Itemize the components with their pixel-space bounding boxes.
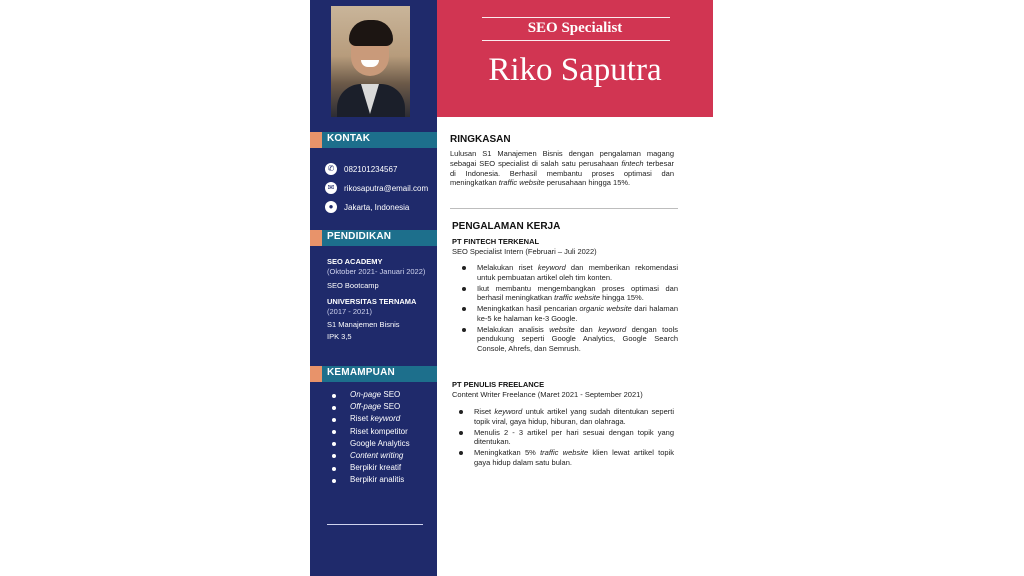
education-period: (2017 - 2021)	[327, 306, 373, 316]
job-bullet: Meningkatkan hasil pencarian organic website dari halaman ke-5 ke halaman ke-3 Google.	[459, 304, 678, 324]
section-bar-education	[310, 230, 437, 246]
job-position: Content Writer Freelance (Maret 2021 - September 2021)	[452, 390, 643, 399]
sidebar-divider	[327, 524, 423, 525]
job-company: PT FINTECH TERKENAL	[452, 237, 540, 246]
section-title-skills: KEMAMPUAN	[327, 367, 395, 378]
job-bullets	[459, 263, 678, 355]
contact-phone	[325, 162, 397, 176]
job-position: SEO Specialist Intern (Februari – Juli 2022)	[452, 247, 597, 256]
skill-item: Content writing	[331, 450, 410, 462]
job-bullets	[456, 407, 674, 469]
job-role: SEO Specialist	[527, 20, 623, 36]
job-bullet: Menulis 2 - 3 artikel per hari sesuai dengan topik yang ditentukan.	[456, 428, 674, 448]
header-banner	[437, 0, 713, 117]
education-institution: UNIVERSITAS TERNAMA	[327, 297, 417, 306]
section-bar-contact	[310, 132, 437, 148]
education-institution: SEO ACADEMY	[327, 257, 383, 266]
education-item	[327, 257, 425, 290]
skill-item: Off-page SEO	[331, 401, 410, 413]
section-title-experience: PENGALAMAN KERJA	[452, 221, 561, 232]
header-rule-top	[482, 17, 670, 18]
job-bullet: Riset keyword untuk artikel yang sudah ditentukan seperti topik viral, gaya hidup, hiburan, dan olahraga.	[456, 407, 674, 427]
skill-item: Berpikir kreatif	[331, 462, 410, 474]
education-detail: SEO Bootcamp	[327, 280, 379, 290]
skill-item: Berpikir analitis	[331, 474, 410, 486]
location-pin-icon: ●	[325, 201, 337, 213]
section-bar-skills	[310, 366, 437, 382]
education-item	[327, 297, 416, 342]
skill-item: Riset keyword	[331, 413, 410, 425]
phone-text: 082101234567	[344, 164, 398, 174]
section-divider	[450, 208, 678, 209]
profile-photo	[331, 6, 410, 117]
job-bullet: Melakukan analisis website dan keyword dengan tools pendukung seperti Google Analytics, Google Search Console, Ahrefs, dan Semrush.	[459, 325, 678, 354]
location-text: Jakarta, Indonesia	[344, 202, 410, 212]
skill-item: On-page SEO	[331, 389, 410, 401]
education-gpa: IPK 3,5	[327, 332, 352, 342]
job-bullet: Melakukan riset keyword dan memberikan rekomendasi untuk pembuatan artikel oleh tim konten.	[459, 263, 678, 283]
job-bullet: Ikut membantu mengembangkan proses optimasi dan berhasil meningkatkan traffic website hingga 15%.	[459, 284, 678, 304]
contact-location	[325, 200, 409, 214]
skill-item: Riset kompetitor	[331, 426, 410, 438]
summary-text: Lulusan S1 Manajemen Bisnis dengan pengalaman magang sebagai SEO specialist di salah satu perusahaan fintech terbesar di Indonesia. Berhasil membantu proses optimasi dan meningkatkan traffic website perusahaan hingga 15%.	[450, 149, 674, 188]
contact-email	[325, 181, 428, 195]
section-title-summary: RINGKASAN	[450, 134, 511, 145]
header-rule-bottom	[482, 40, 670, 41]
job-company: PT PENULIS FREELANCE	[452, 380, 545, 389]
candidate-name: Riko Saputra	[488, 52, 662, 88]
mail-icon: ✉	[325, 182, 337, 194]
job-bullet: Meningkatkan 5% traffic website klien lewat artikel topik gaya hidup dalam satu bulan.	[456, 448, 674, 468]
education-period: (Oktober 2021- Januari 2022)	[327, 266, 426, 276]
phone-icon: ✆	[325, 163, 337, 175]
skill-item: Google Analytics	[331, 438, 410, 450]
skills-list	[331, 389, 410, 487]
email-text: rikosaputra@email.com	[344, 183, 429, 193]
section-title-education: PENDIDIKAN	[327, 231, 392, 242]
education-detail: S1 Manajemen Bisnis	[327, 319, 400, 329]
section-title-contact: KONTAK	[327, 133, 371, 144]
